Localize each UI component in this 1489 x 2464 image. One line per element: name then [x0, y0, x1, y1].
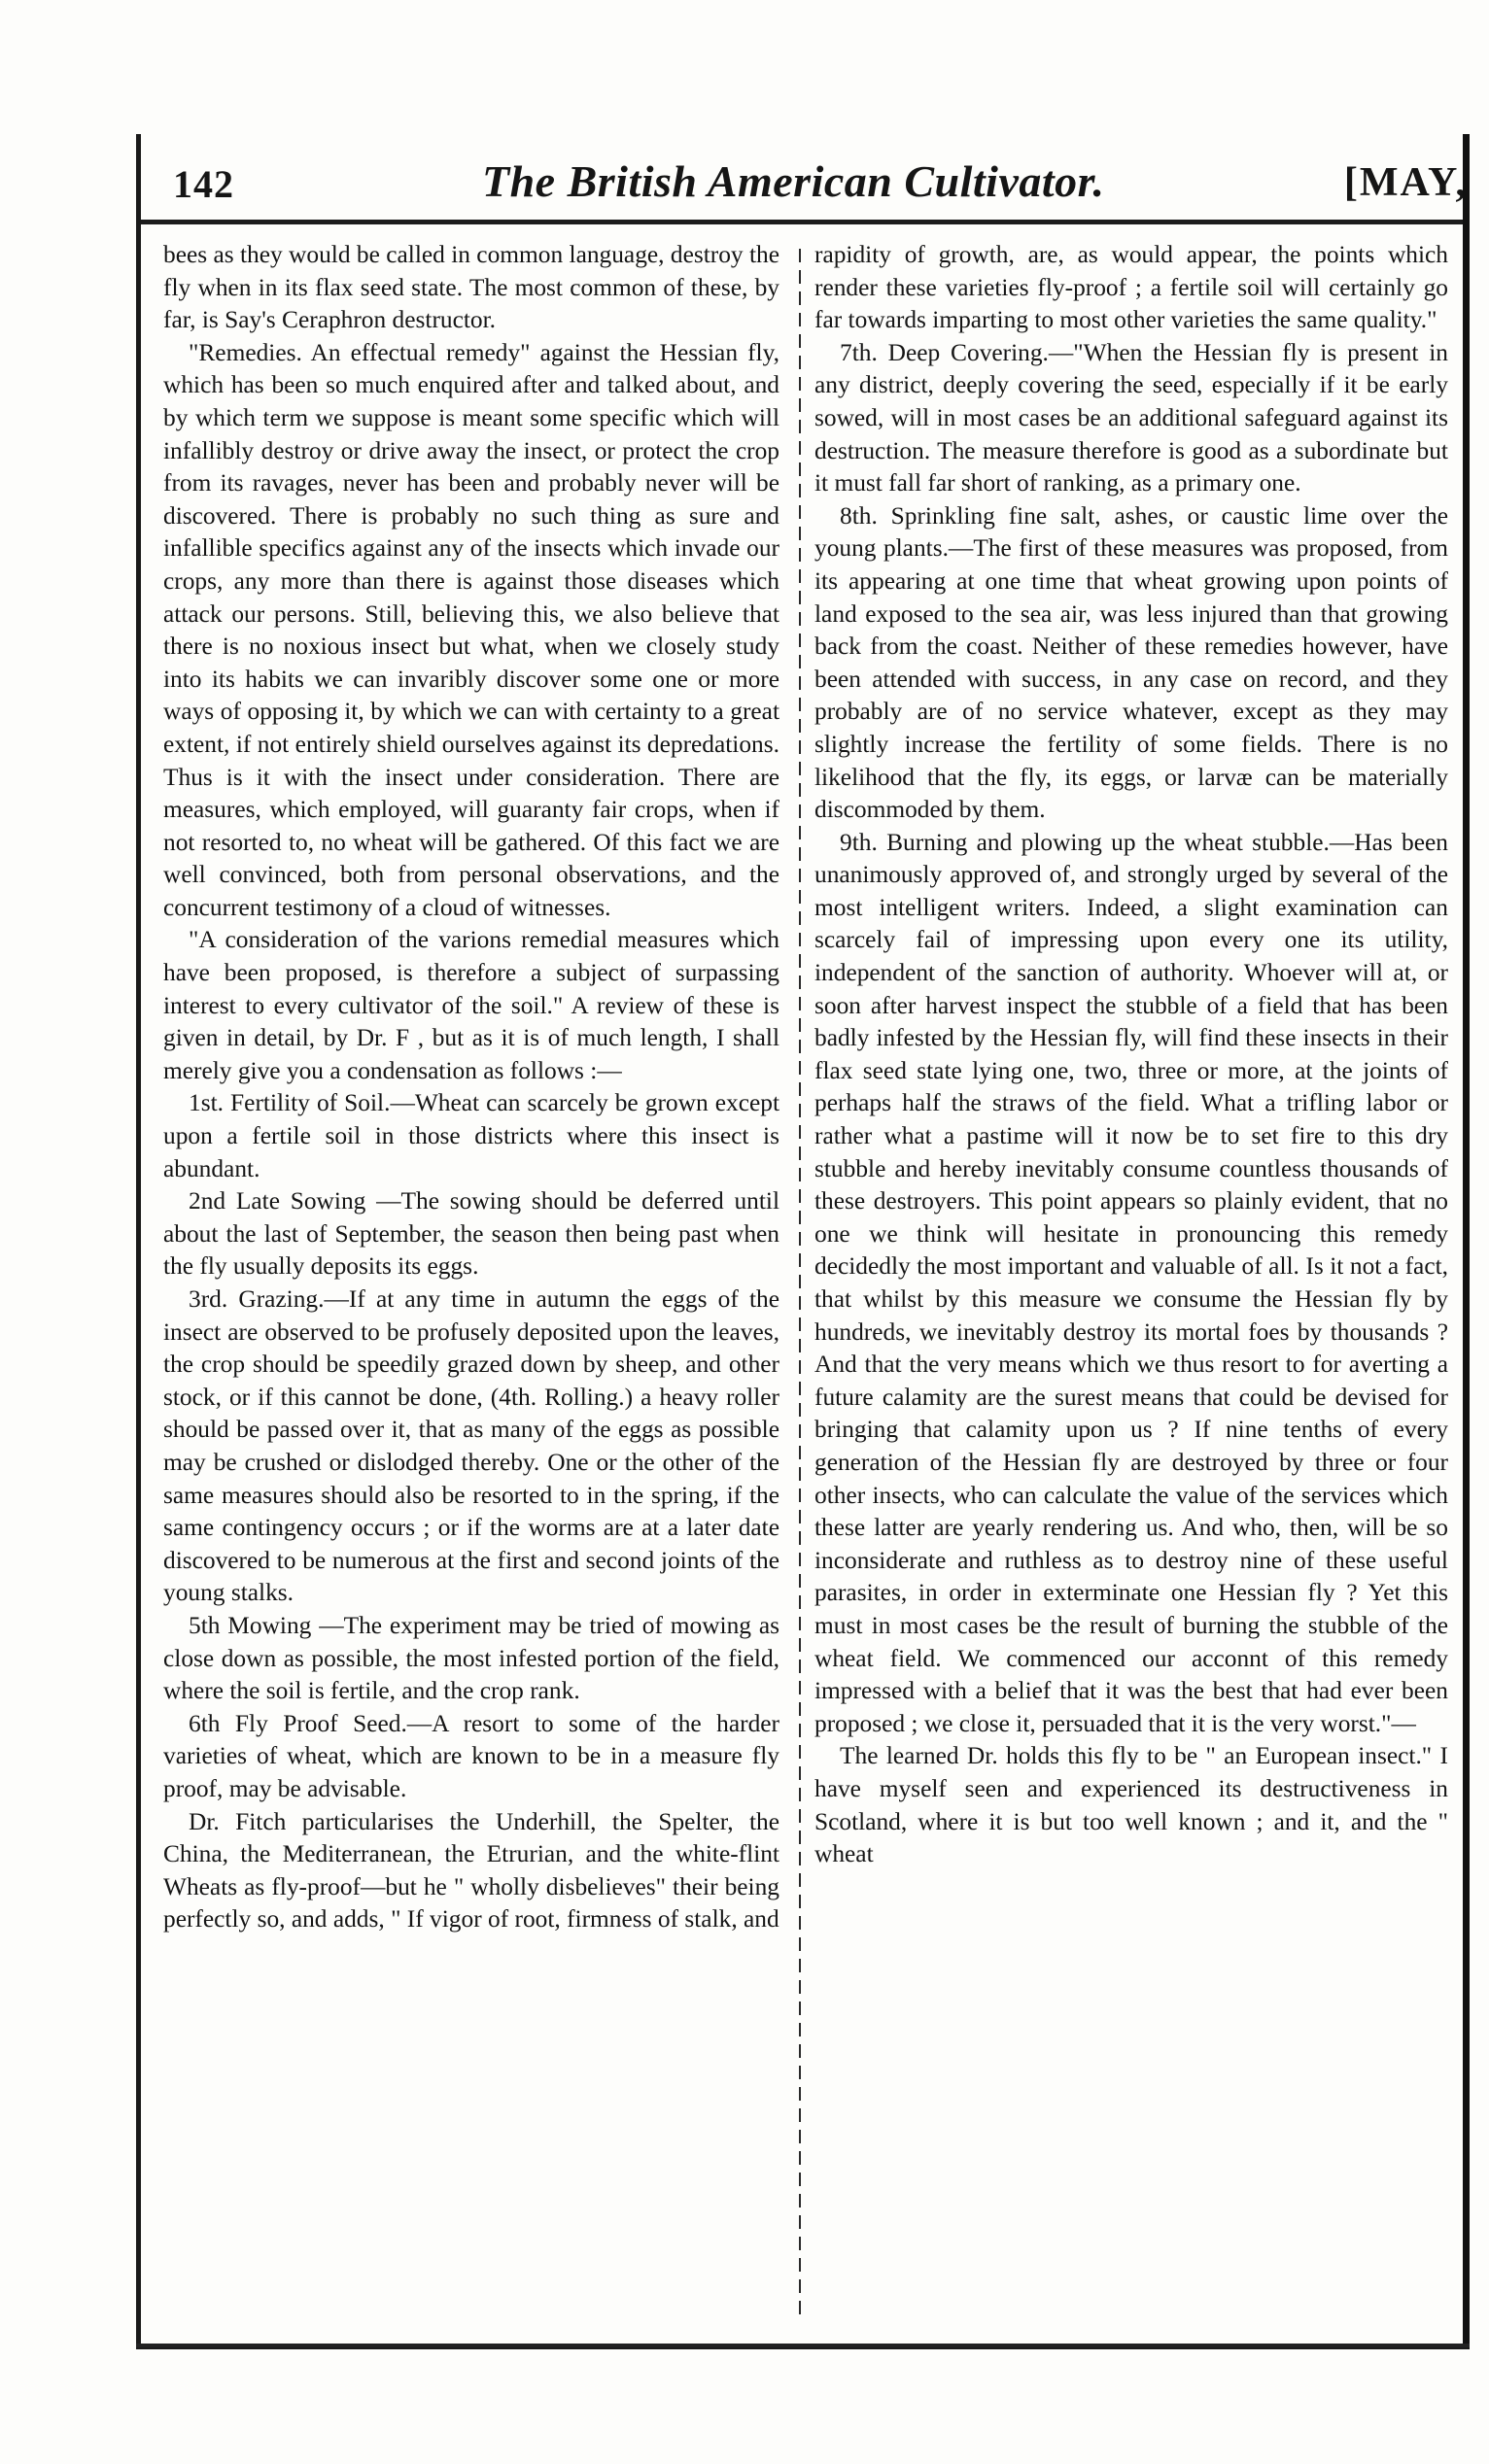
paragraph: 3rd. Grazing.—If at any time in autumn the eggs of the insect are observed to be profusely deposited upon the leaves, the crop should be speedily grazed down by sheep, and other stock, or if this cannot be done, (4th. Rolling.) a heavy roller should be passed over it, that as many of the eggs as possible may be crushed or dislodged thereby. One or the other of the same measures should also be resorted to in the spring, if the same contingency occurs ; or if the worms are at a later date discovered to be numerous at the first and second joints of the young stalks. — [163, 1285, 779, 1607]
paragraph: 6th Fly Proof Seed.—A resort to some of the harder varieties of wheat, which are known to be in a measure fly proof, may be advisable. — [163, 1709, 779, 1802]
bottom-rule — [136, 2344, 1470, 2347]
column-divider — [799, 249, 801, 2318]
paragraph: 2nd Late Sowing —The sowing should be deferred until about the last of September, the season then being past when the fly usually deposits its eggs. — [163, 1187, 779, 1281]
paragraph: 5th Mowing —The experiment may be tried of mowing as close down as possible, the most infested portion of the field, where the soil is fertile, and the crop rank. — [163, 1611, 779, 1705]
paragraph: The learned Dr. holds this fly to be " an European insect." I have myself seen and experienced its destructiveness in Scotland, where it is but too well known ; and it, and the " wheat — [814, 1742, 1448, 1868]
publication-title: The British American Cultivator. — [482, 156, 1105, 206]
paragraph: rapidity of growth, are, as would appear, the points which render these varieties fly-proof ; a fertile soil will certainly go far towards imparting to most other varieties the same quality." — [814, 241, 1448, 334]
paragraph: 8th. Sprinkling fine salt, ashes, or caustic lime over the young plants.—The first of these measures was proposed, from its appearing at one time that wheat growing upon points of land exposed to the sea air, was less injured than that growing back from the coast. Neither of these remedies however, have been attended with success, in any case on record, and they probably are of no service whatever, except as they may slightly increase the fertility of some fields. There is no likelihood that the fly, its eggs, or larvæ can be materially discommoded by them. — [814, 501, 1448, 824]
page-number: 142 — [173, 162, 234, 206]
paragraph: 1st. Fertility of Soil.—Wheat can scarcely be grown except upon a fertile soil in those districts where this insect is abundant. — [163, 1089, 779, 1182]
paragraph: 9th. Burning and plowing up the wheat stubble.—Has been unanimously approved of, and strongly urged by several of the most intelligent writers. Indeed, a slight examination can scarcely fail of impressing upon every one its utility, independent of the sanction of authority. Whoever will at, or soon after harvest inspect the stubble of a field that has been badly infested by the Hessian fly, will find these insects in their flax seed state lying one, two, three or more, at the joints of perhaps half the straws of the field. What a trifling labor or rather what a pastime will it now be to set fire to this dry stubble and hereby inevitably consume countless thousands of these destroyers. This point appears so plainly evident, that no one we think will hesitate in pronouncing this remedy decidedly the most important and valuable of all. Is it not a fact, that whilst by this measure we consume the Hessian fly by hundreds, we inevitably destroy its mortal foes by thousands ? And that the very means which we thus resort to for averting a future calamity are the surest means that could be devised for bringing that calamity upon us ? If nine tenths of every generation of the Hessian fly are destroyed by three or four other insects, who can calculate the value of the services which these latter are yearly rendering us. And who, then, will be so inconsiderate and ruthless as to destroy nine of these useful parasites, in order in exterminate one Hessian fly ? Yet this must in most cases be the result of burning the stubble of the wheat field. We commenced our acconnt of this remedy impressed with a belief that it was the best that had ever been proposed ; we close it, persuaded that it is the very worst."— — [814, 828, 1448, 1737]
paragraph: "A consideration of the varions remedial measures which have been proposed, is therefore a subject of surpassing interest to every cultivator of the soil." A review of these is given in detail, by Dr. F , but as it is of much length, I shall merely give you a condensation as follows :— — [163, 926, 779, 1084]
paragraph: 7th. Deep Covering.—"When the Hessian fly is present in any district, deeply covering the seed, especially if it be early sowed, will in most cases be an additional safeguard against its destruction. The measure therefore is good as a subordinate but it must fall far short of ranking, as a primary one. — [814, 338, 1448, 497]
paragraph: bees as they would be called in common language, destroy the fly when in its flax seed state. The most common of these, by far, is Say's Ceraphron destructor. — [163, 241, 779, 334]
paragraph: Dr. Fitch particularises the Underhill, the Spelter, the China, the Mediterranean, the Etrurian, and the white-flint Wheats as fly-proof—but he " wholly disbelieves" their being perfectly so, and adds, " If vigor of root, firmness of stalk, and — [163, 1807, 779, 1934]
paragraph: "Remedies. An effectual remedy" against the Hessian fly, which has been so much enquired after and talked about, and by which term we suppose is meant some specific which will infallibly destroy or drive away the insect, or protect the crop from its ravages, never has been and probably never will be discovered. There is probably no such thing as sure and infallible specifics against any of the insects which invade our crops, any more than there is against those diseases which attack our persons. Still, believing this, we also believe that there is no noxious insect but what, when we closely study into its habits we can invaribly discover some one or more ways of opposing it, by which we can with certainty to a great extent, if not entirely shield ourselves against its depredations. Thus is it with the insect under consideration. There are measures, which employed, will guaranty fair crops, when if not resorted to, no wheat will be gathered. Of this fact we are well convinced, both from personal observations, and the concurrent testimony of a cloud of witnesses. — [163, 338, 779, 921]
right-column — [814, 239, 1448, 2328]
issue-month: [MAY, — [1343, 160, 1468, 205]
left-column — [163, 239, 779, 2328]
